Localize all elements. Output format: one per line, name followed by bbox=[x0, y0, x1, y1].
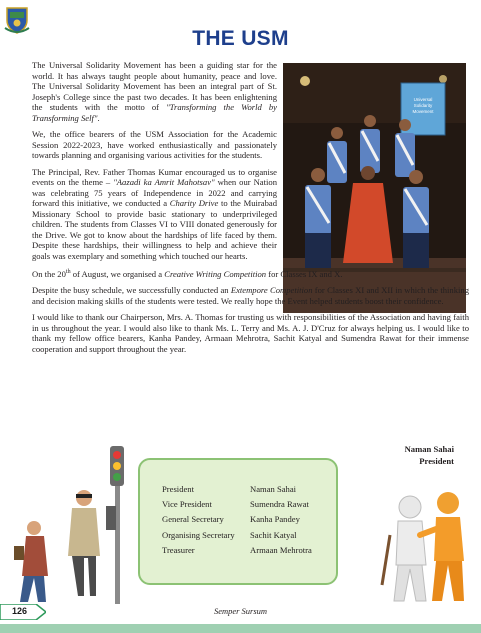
svg-text:Universal: Universal bbox=[413, 97, 433, 102]
competition-name: Creative Writing Competition bbox=[164, 268, 267, 279]
page-number: 126 bbox=[12, 606, 28, 616]
page-number-tab bbox=[0, 604, 46, 620]
paragraph-thanks: I would like to thank our Chairperson, Mrs. A. Thomas for trusting us with responsibilities of the Association and having faith in us throughout the year. I would also like to thank Ms. L. Terry and Ms. A. J. D'Cruz for always helping us. I would like to thank my fellow office bearers, Kanha Pandey, Armaan Mehrotra, Sachit Katyal and Sumendra Rawat for their immense cooperation and support throughout the year. bbox=[32, 312, 469, 354]
text: Despite the busy schedule, we successfully conducted an bbox=[32, 285, 231, 296]
name-organising-secretary: Sachit Katyal bbox=[250, 529, 297, 540]
text: of August, we organised a bbox=[70, 268, 165, 279]
names-column bbox=[250, 482, 312, 558]
name-president: Naman Sahai bbox=[250, 484, 297, 494]
text: for Classes IX and X. bbox=[266, 268, 343, 279]
paragraph-principal bbox=[32, 167, 277, 262]
paragraph-creative-writing bbox=[32, 267, 469, 279]
role-president: President bbox=[162, 484, 194, 494]
signature-role: President bbox=[419, 456, 454, 466]
theme-text: "Aazadi ka Amrit Mahotsav" bbox=[113, 177, 215, 187]
paragraph-office-bearers: We, the office bearers of the USM Association for the Academic Session 2022-2023, have worked enthusiastically and passionately towards planning and organising various activities for the students. bbox=[32, 129, 277, 160]
text: to the Muirabad Missionary School to provide basic stationary to underprivileged children. The students from Classes VI to VIII donated generously for the Drive. We got to know about the hardships of life faced by them. Despite these hardships, their willingness to help and achieve their goals was exemplary and something which touched our hearts. bbox=[32, 198, 277, 261]
svg-text:Solidarity: Solidarity bbox=[413, 103, 433, 108]
roles-column bbox=[162, 482, 235, 558]
text: when our Nation was celebrating 75 years of Independence in 2022 and carrying forward this initiative, we conducted a bbox=[32, 177, 277, 208]
footer-motto: Semper Sursum bbox=[213, 606, 268, 616]
role-organising-secretary: Organising Secretary bbox=[162, 529, 235, 540]
role-general-secretary: General Secretary bbox=[162, 514, 224, 525]
page-title: THE USM bbox=[192, 27, 289, 50]
footer-bar bbox=[0, 624, 481, 633]
text: The Universal Solidarity Movement has been a guiding star for the world. It has always taught people about humanity, peace and love. The Universal Solidarity Movement has been an integral part of St. Joseph's College since the past two decades. It has been enlightening the students with the motto of bbox=[32, 60, 277, 112]
motto-text: "Transforming the World by Transforming Self" bbox=[32, 102, 277, 123]
role-vice-president: Vice President bbox=[162, 499, 212, 510]
pedestrians-illustration bbox=[6, 446, 138, 606]
text: The Principal, Rev. Father Thomas Kumar encouraged us to organise events on the theme – bbox=[32, 166, 277, 187]
paragraph-intro bbox=[32, 60, 277, 123]
name-vice-president: Sumendra Rawat bbox=[250, 499, 309, 510]
signature-block bbox=[405, 443, 454, 467]
svg-text:Movement: Movement bbox=[412, 109, 434, 114]
competition-name: Extempore Competition bbox=[230, 285, 313, 296]
name-treasurer: Armaan Mehrotra bbox=[250, 544, 312, 555]
office-bearers-box bbox=[138, 458, 338, 585]
article-body bbox=[32, 60, 469, 360]
signature-name: Naman Sahai bbox=[404, 444, 454, 454]
helping-figures-illustration bbox=[380, 485, 480, 605]
charity-drive-text: Charity Drive bbox=[169, 198, 219, 208]
paragraph-extempore bbox=[32, 285, 469, 306]
role-treasurer: Treasurer bbox=[162, 544, 195, 555]
superscript: th bbox=[65, 269, 71, 275]
text: for Classes XI and XII in which the thinking and decision making skills of the students were tested. We really hope the Event helped students boost their confidence. bbox=[32, 285, 469, 306]
text: On the 20 bbox=[32, 268, 66, 279]
name-general-secretary: Kanha Pandey bbox=[250, 514, 300, 525]
text: . bbox=[97, 112, 100, 123]
